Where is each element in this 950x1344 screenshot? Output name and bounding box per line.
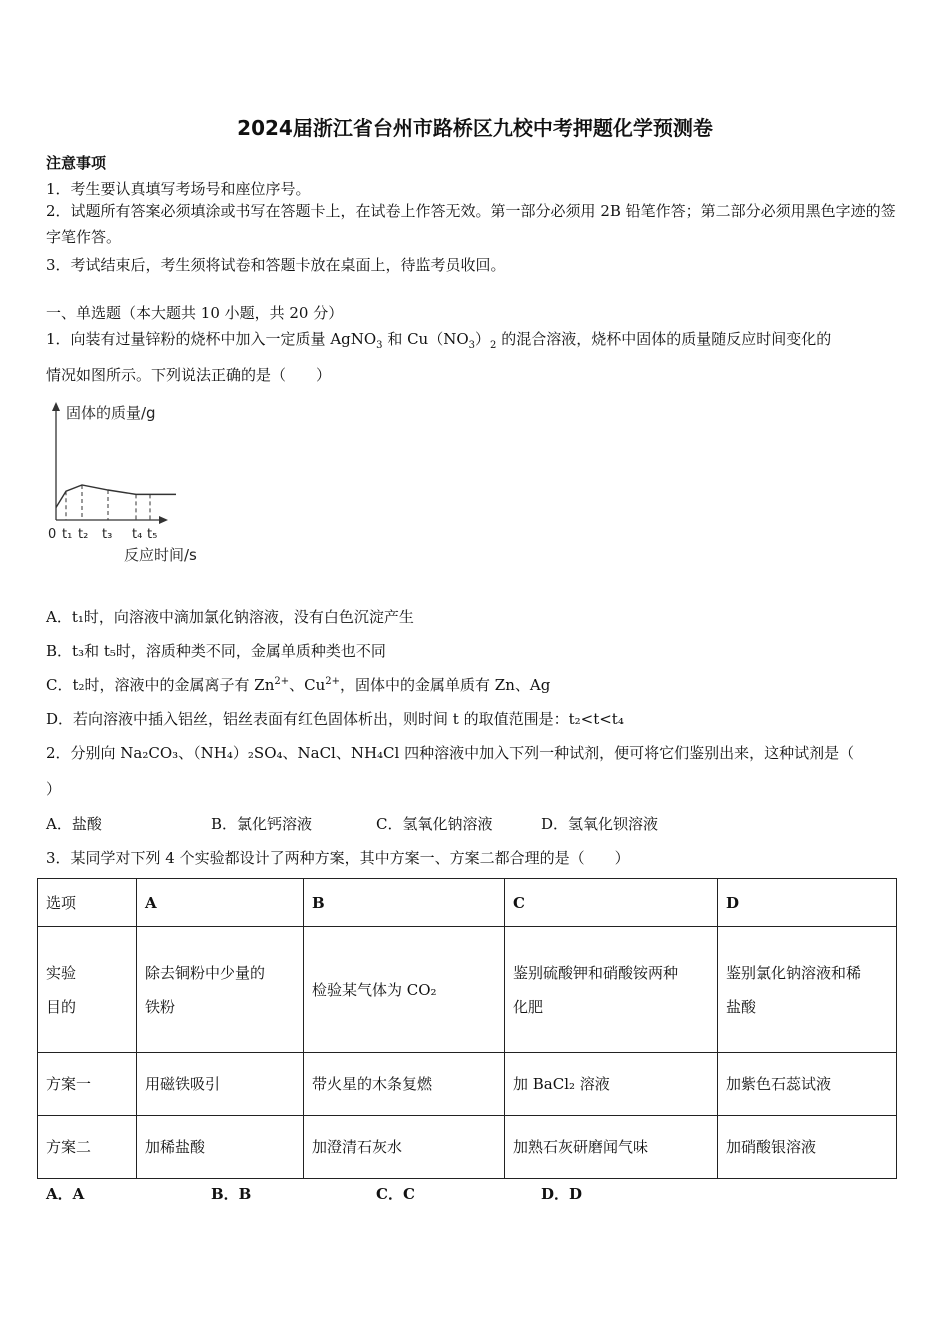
notice-item-1: 1．考生要认真填写考场号和座位序号。: [46, 180, 311, 198]
y-axis-label: 固体的质量/g: [66, 404, 156, 422]
tick-label: t₃: [102, 527, 113, 542]
section-heading: 一、单选题（本大题共 10 小题，共 20 分）: [46, 304, 344, 322]
q3-option-d[interactable]: D．D: [541, 1185, 583, 1203]
table-cell: 鉴别硫酸钾和硝酸铵两种 化肥: [505, 927, 718, 1053]
q1-stem-line2: 情况如图所示。下列说法正确的是（ ）: [46, 366, 332, 384]
notice-item-3: 3．考试结束后，考生须将试卷和答题卡放在桌面上，待监考员收回。: [46, 256, 506, 274]
table-cell: 加稀盐酸: [137, 1116, 304, 1179]
q2-stem-line2: ）: [46, 780, 62, 798]
table-cell: 实验 目的: [38, 927, 137, 1053]
notice-item-2: 2．试题所有答案必须填涂或书写在答题卡上，在试卷上作答无效。第一部分必须用 2B 铅笔作答；第二部分必须用黑色字迹的签字笔作答。: [46, 202, 896, 246]
q3-option-c[interactable]: C．C: [376, 1185, 415, 1203]
table-header-row: [38, 879, 897, 927]
q3-option-a[interactable]: A．A: [46, 1185, 85, 1203]
tick-label: t₅: [147, 527, 158, 542]
q2-option-b[interactable]: B．氯化钙溶液: [211, 815, 313, 833]
page-title: 2024届浙江省台州市路桥区九校中考押题化学预测卷: [237, 116, 713, 140]
table-header-cell: B: [304, 879, 505, 927]
table-cell: 加紫色石蕊试液: [718, 1053, 897, 1116]
q1-stem: 1．向装有过量锌粉的烧杯中加入一定质量 AgNO$_3$ 和 $Cu(NO_3)_2$ 的混合溶液，烧杯中固体的质量随反应时间变化的: [46, 330, 832, 351]
y-axis-arrow: [52, 402, 60, 411]
q1-option-d[interactable]: D．若向溶液中插入铝丝，铝丝表面有红色固体析出，则时间 t 的取值范围是：t₂<t<t₄: [46, 710, 624, 728]
table-cell: 方案二: [38, 1116, 137, 1179]
q1-option-a[interactable]: A．t₁时，向溶液中滴加氯化钠溶液，没有白色沉淀产生: [46, 608, 414, 626]
table-cell: 除去铜粉中少量的 铁粉: [137, 927, 304, 1053]
q3-table: [37, 878, 897, 1179]
table-row: [38, 927, 897, 1053]
q2-option-c[interactable]: C．氢氧化钠溶液: [376, 815, 493, 833]
notice-heading: 注意事项: [46, 154, 107, 172]
table-cell: 检验某气体为 CO₂: [304, 927, 505, 1053]
x-axis-label: 反应时间/s: [124, 546, 197, 564]
table-cell: 用磁铁吸引: [137, 1053, 304, 1116]
table-row: [38, 1116, 897, 1179]
table-cell: 加澄清石灰水: [304, 1116, 505, 1179]
table-row: [38, 1053, 897, 1116]
table-header-cell: D: [718, 879, 897, 927]
x-axis-arrow: [159, 516, 168, 524]
table-cell: 加硝酸银溶液: [718, 1116, 897, 1179]
q3-option-b[interactable]: B．B: [211, 1185, 252, 1203]
q3-stem: 3．某同学对下列 4 个实验都设计了两种方案，其中方案一、方案二都合理的是（ ）: [46, 849, 630, 867]
table-cell: 加 BaCl₂ 溶液: [505, 1053, 718, 1116]
origin-label: 0: [48, 527, 57, 542]
q1-option-c[interactable]: C．t₂时，溶液中的金属离子有 $Zn^{2+}$、$Cu^{2+}$，固体中的金属单质有 Zn、Ag: [46, 676, 551, 694]
tick-label: t₂: [78, 527, 89, 542]
table-cell: 鉴别氯化钠溶液和稀 盐酸: [718, 927, 897, 1053]
tick-label: t₄: [132, 527, 143, 542]
table-header-cell: 选项: [38, 879, 137, 927]
table-cell: 方案一: [38, 1053, 137, 1116]
q1-chart: [44, 398, 224, 568]
q2-option-d[interactable]: D．氢氧化钡溶液: [541, 815, 659, 833]
table-cell: 加熟石灰研磨闻气味: [505, 1116, 718, 1179]
table-cell: 带火星的木条复燃: [304, 1053, 505, 1116]
q2-stem: 2．分别向 Na₂CO₃、（NH₄）₂SO₄、NaCl、NH₄Cl 四种溶液中加入下列一种试剂，便可将它们鉴别出来，这种试剂是（: [46, 744, 855, 762]
mass-series-line: [56, 485, 176, 508]
table-header-cell: A: [137, 879, 304, 927]
table-header-cell: C: [505, 879, 718, 927]
tick-label: t₁: [62, 527, 73, 542]
q2-option-a[interactable]: A．盐酸: [46, 815, 102, 833]
q1-option-b[interactable]: B．t₃和 t₅时，溶质种类不同，金属单质种类也不同: [46, 642, 386, 660]
